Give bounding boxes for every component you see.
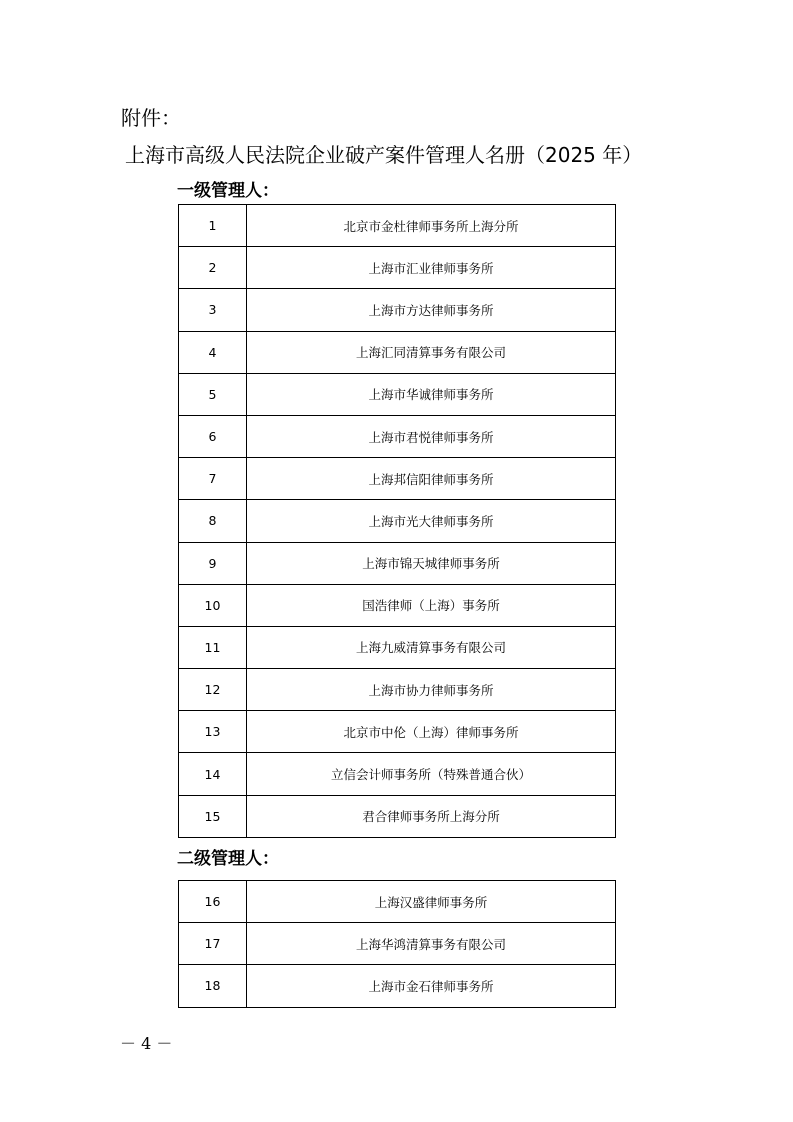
table-row xyxy=(179,205,616,247)
firm-name: 上海汉盛律师事务所 xyxy=(247,881,616,923)
firm-name: 上海市君悦律师事务所 xyxy=(247,415,616,457)
row-number: 8 xyxy=(179,500,247,542)
firm-name: 上海市锦天城律师事务所 xyxy=(247,542,616,584)
table-row xyxy=(179,584,616,626)
table-row xyxy=(179,923,616,965)
section-heading-level-1: 一级管理人： xyxy=(177,181,279,201)
row-number: 14 xyxy=(179,753,247,795)
firm-name: 上海邦信阳律师事务所 xyxy=(247,458,616,500)
row-number: 17 xyxy=(179,923,247,965)
level-1-administrator-table xyxy=(178,204,616,838)
firm-name: 上海汇同清算事务有限公司 xyxy=(247,331,616,373)
row-number: 10 xyxy=(179,584,247,626)
firm-name: 上海市协力律师事务所 xyxy=(247,669,616,711)
table-row xyxy=(179,247,616,289)
attachment-label: 附件： xyxy=(121,106,181,130)
row-number: 4 xyxy=(179,331,247,373)
firm-name: 上海市汇业律师事务所 xyxy=(247,247,616,289)
row-number: 18 xyxy=(179,965,247,1007)
row-number: 2 xyxy=(179,247,247,289)
table-row xyxy=(179,542,616,584)
row-number: 9 xyxy=(179,542,247,584)
row-number: 12 xyxy=(179,669,247,711)
firm-name: 君合律师事务所上海分所 xyxy=(247,795,616,837)
row-number: 1 xyxy=(179,205,247,247)
document-title: 上海市高级人民法院企业破产案件管理人名册（2025 年） xyxy=(125,143,643,167)
row-number: 16 xyxy=(179,881,247,923)
firm-name: 上海市华诚律师事务所 xyxy=(247,373,616,415)
row-number: 6 xyxy=(179,415,247,457)
firm-name: 上海市方达律师事务所 xyxy=(247,289,616,331)
firm-name: 国浩律师（上海）事务所 xyxy=(247,584,616,626)
row-number: 7 xyxy=(179,458,247,500)
table-row xyxy=(179,669,616,711)
table-row xyxy=(179,753,616,795)
firm-name: 上海市光大律师事务所 xyxy=(247,500,616,542)
table-row xyxy=(179,881,616,923)
row-number: 5 xyxy=(179,373,247,415)
table-row xyxy=(179,373,616,415)
table-row xyxy=(179,500,616,542)
firm-name: 北京市中伦（上海）律师事务所 xyxy=(247,711,616,753)
firm-name: 北京市金杜律师事务所上海分所 xyxy=(247,205,616,247)
table-row xyxy=(179,331,616,373)
table-row xyxy=(179,458,616,500)
row-number: 13 xyxy=(179,711,247,753)
table-row xyxy=(179,711,616,753)
page-number: － 4 － xyxy=(120,1034,173,1053)
table-row xyxy=(179,289,616,331)
level-2-administrator-table xyxy=(178,880,616,1008)
firm-name: 立信会计师事务所（特殊普通合伙） xyxy=(247,753,616,795)
row-number: 15 xyxy=(179,795,247,837)
firm-name: 上海华鸿清算事务有限公司 xyxy=(247,923,616,965)
row-number: 11 xyxy=(179,626,247,668)
table-row xyxy=(179,965,616,1007)
table-row xyxy=(179,626,616,668)
row-number: 3 xyxy=(179,289,247,331)
table-row xyxy=(179,795,616,837)
table-row xyxy=(179,415,616,457)
section-heading-level-2: 二级管理人： xyxy=(177,849,279,869)
firm-name: 上海市金石律师事务所 xyxy=(247,965,616,1007)
firm-name: 上海九威清算事务有限公司 xyxy=(247,626,616,668)
